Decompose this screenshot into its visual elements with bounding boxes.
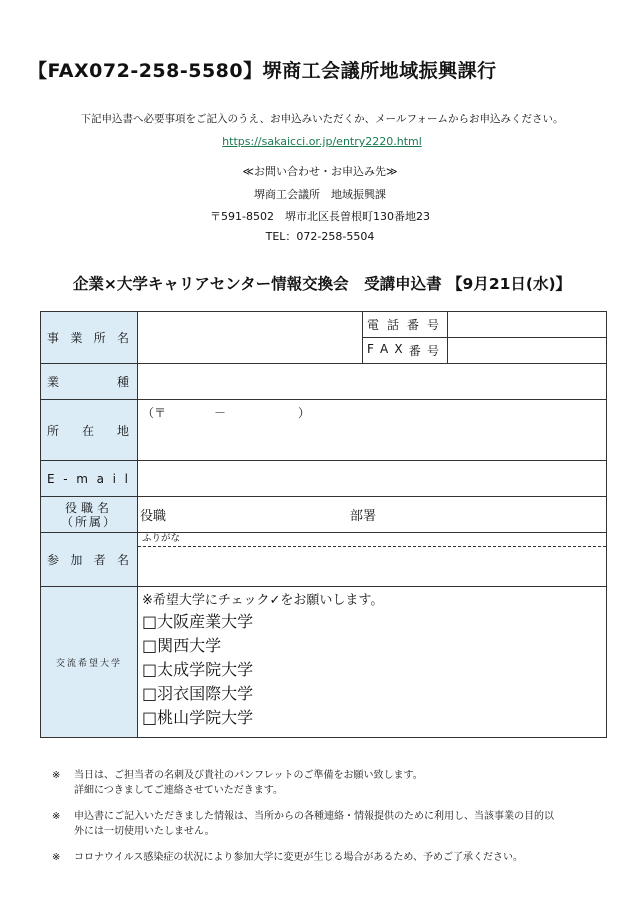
participant-label-cell: [41, 533, 138, 587]
phone-label-cell: [363, 312, 448, 338]
phone-label: 電 話 番 号: [367, 318, 443, 332]
universities-label: 交流希望大学: [55, 658, 122, 669]
note-1: [52, 768, 423, 798]
contact-org: 堺商工会議所 地域振興課: [254, 188, 386, 201]
note-mark: ※: [52, 852, 61, 863]
university-checkbox[interactable]: □桃山学院大学: [142, 708, 254, 727]
application-form: [40, 311, 607, 738]
company-label-cell: [41, 312, 138, 364]
email-label-cell: [41, 461, 138, 497]
address-field[interactable]: [138, 400, 607, 461]
fax-field[interactable]: [448, 338, 607, 364]
contact-title: ≪お問い合わせ・お申込み先≫: [242, 165, 398, 178]
university-checkbox[interactable]: □大阪産業大学: [142, 612, 254, 631]
email-label: E - m a i l: [47, 471, 131, 486]
universities-field: [138, 587, 607, 738]
phone-field[interactable]: [448, 312, 607, 338]
intro-text: 下記申込書へ必要事項をご記入のうえ、お申込みいただくか、メールフォームからお申込みください。: [80, 113, 564, 125]
email-field[interactable]: [138, 461, 607, 497]
contact-address: 〒591-8502 堺市北区長曽根町130番地23: [210, 210, 430, 223]
form-title: 企業×大学キャリアセンター情報交換会 受講申込書 【9月21日(水)】: [72, 275, 572, 293]
note-mark: ※: [52, 811, 61, 822]
furigana-label: ふりがな: [142, 533, 181, 544]
title-label-cell: [41, 497, 138, 533]
fax-destination: 【FAX072-258-5580】堺商工会議所地域振興課行: [28, 60, 497, 82]
university-checkbox[interactable]: □関西大学: [142, 636, 222, 655]
address-label: 所 在 地: [47, 423, 131, 438]
note-2-line-2: 外には一切使用いたしません。: [74, 826, 215, 837]
title-label-2: （所属）: [60, 514, 117, 529]
fax-label: F A X 番 号: [367, 342, 443, 358]
participant-field[interactable]: [138, 533, 607, 587]
note-1-line-2: 詳細につきましてご連絡させていただきます。: [74, 785, 283, 796]
university-checkbox[interactable]: □羽衣国際大学: [142, 684, 254, 703]
industry-field[interactable]: [138, 364, 607, 400]
industry-label: 業 種: [47, 375, 131, 389]
note-3: [52, 850, 523, 865]
entry-url-link[interactable]: https://sakaicci.or.jp/entry2220.html: [222, 135, 422, 148]
note-2: [52, 809, 554, 839]
address-postal-prefix: （〒 － ）: [142, 406, 311, 420]
university-checkbox[interactable]: □太成学院大学: [142, 660, 254, 679]
furigana-divider: [138, 546, 606, 547]
role-label: 役職: [140, 509, 167, 524]
note-2-line-1: 申込書にご記入いただきました情報は、当所からの各種連絡・情報提供のために利用し、当該事業の目的以: [74, 811, 554, 822]
fax-label-cell: [363, 338, 448, 364]
company-label: 事 業 所 名: [47, 331, 131, 345]
dept-label: 部署: [350, 509, 377, 524]
company-field[interactable]: [138, 312, 363, 364]
check-instruction: ※希望大学にチェック✓をお願いします。: [142, 593, 384, 608]
contact-tel: TEL：072-258-5504: [265, 230, 375, 243]
participant-label: 参 加 者 名: [47, 553, 131, 567]
note-3-text: コロナウイルス感染症の状況により参加大学に変更が生じる場合があるため、予めご了承ください。: [74, 852, 523, 863]
note-1-line-1: 当日は、ご担当者の名刺及び貴社のパンフレットのご準備をお願い致します。: [74, 770, 423, 781]
universities-label-cell: [41, 587, 138, 738]
note-mark: ※: [52, 770, 61, 781]
industry-label-cell: [41, 364, 138, 400]
address-label-cell: [41, 400, 138, 461]
title-field[interactable]: [138, 497, 607, 533]
title-label-1: 役職名: [64, 500, 113, 515]
